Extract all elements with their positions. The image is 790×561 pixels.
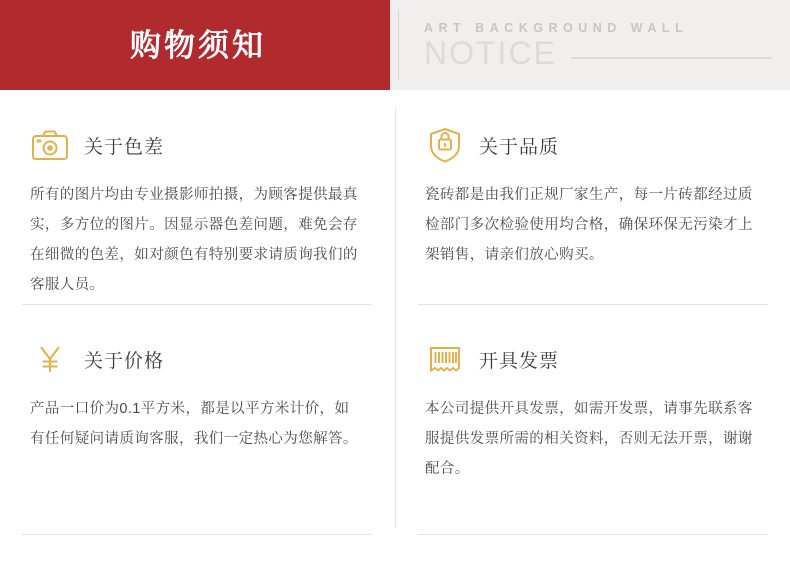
grid-bottom-divider-left: [22, 534, 372, 535]
notice-item-quality: [395, 90, 790, 304]
notice-item-body: 瓷砖都是由我们正规厂家生产，每一片砖都经过质检部门多次检验使用均合格，确保环保无污染才上架销售，请亲们放心购买。: [425, 187, 753, 263]
header-rule: [571, 57, 772, 59]
notice-item-header: [30, 122, 367, 168]
notice-item-header: [425, 336, 762, 382]
header-divider: [398, 10, 399, 80]
notice-item-invoice: [395, 304, 790, 534]
invoice-icon: [425, 339, 465, 379]
grid-bottom-divider-right: [418, 534, 768, 535]
header-english-block: [390, 0, 790, 90]
notice-grid: [0, 90, 790, 561]
notice-item-color-difference: [0, 90, 395, 304]
notice-item-body: 本公司提供开具发票，如需开发票，请事先联系客服提供发票所需的相关资料，否则无法开票，谢谢配合。: [425, 401, 753, 477]
notice-item-header: [425, 122, 762, 168]
shield-quality-icon: [425, 125, 465, 165]
header-red-banner: [0, 0, 390, 90]
page-header: [0, 0, 790, 90]
notice-item-title: 关于品质: [479, 136, 560, 158]
header-title-english: NOTICE: [424, 35, 557, 71]
notice-item-body: 所有的图片均由专业摄影师拍摄，为顾客提供最真实，多方位的图片。因显示器色差问题，难免会存在细微的色差，如对颜色有特别要求请质询我们的客服人员。: [30, 187, 358, 293]
notice-item-title: 关于价格: [84, 350, 165, 372]
yen-price-icon: [30, 339, 70, 379]
header-subtitle-english: ART BACKGROUND WALL: [424, 21, 689, 35]
notice-item-title: 开具发票: [479, 350, 560, 372]
notice-item-price: [0, 304, 395, 534]
camera-icon: [30, 125, 70, 165]
notice-item-header: [30, 336, 367, 382]
page-title: 购物须知: [130, 27, 266, 63]
notice-item-body: 产品一口价为0.1平方米，都是以平方米计价，如有任何疑问请质询客服，我们一定热心为您解答。: [30, 401, 358, 447]
header-title-english-row: [424, 37, 790, 69]
notice-item-title: 关于色差: [84, 136, 165, 158]
